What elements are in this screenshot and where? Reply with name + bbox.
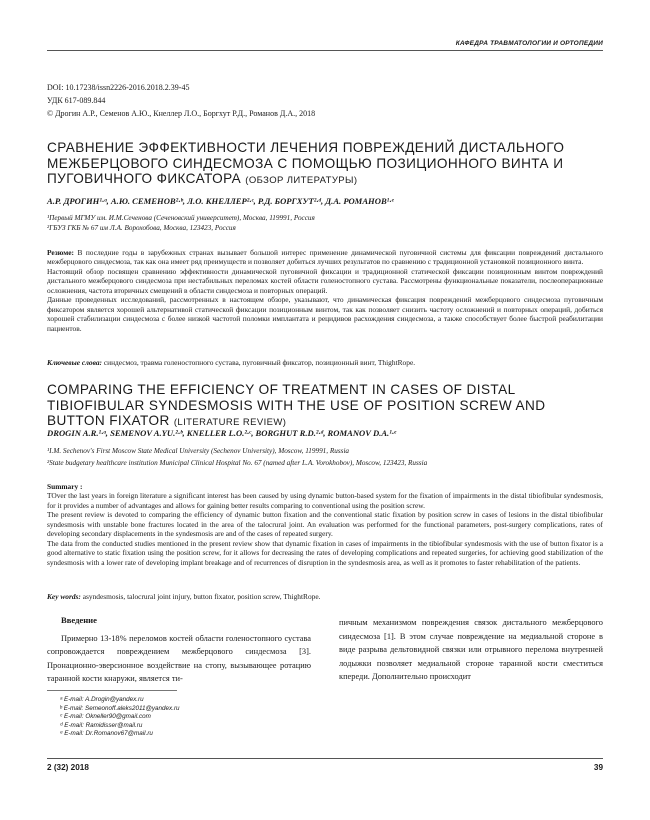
footnotes (60, 696, 180, 739)
running-header: КАФЕДРА ТРАВМАТОЛОГИИ И ОРТОПЕДИИ (455, 40, 603, 47)
summary-ru-label: Резюме: (47, 248, 74, 257)
title-ru-subtitle: (ОБЗОР ЛИТЕРАТУРЫ) (245, 175, 358, 186)
summary-ru-p3: Данные проведенных исследований, рассмотренных в настоящем обзоре, указывают, что динамическая фиксация повреждений межберцового синдесмоза пуговичным фиксатором является хорошей альтернативой статической фиксации позиционным винтом, так как позволяет снизить частоту осложнений и повторных операций, добиться хорошей стабилизации синдесмоза с более низкой частотой поломки имплантата и рецидивов расхождения синдесмоза, а также способствует более быстрой реабилитации пациентов. (47, 295, 603, 333)
doi: DOI: 10.17238/issn2226-2016.2018.2.39-45 (47, 83, 190, 92)
page-number: 39 (593, 763, 603, 772)
summary-en (47, 482, 603, 567)
summary-ru-p1: В последние годы в зарубежных странах вызывает большой интерес применение динамической пуговичной системы для фиксации повреждений дистального межберцового синдесмоза, так как она имеет ряд преимуществ и позволяет добиться лучших результатов по сравнению с традиционной установкой позиционного винта. (47, 248, 603, 267)
issue-number: 2 (32) 2018 (47, 763, 89, 772)
keywords-en (47, 592, 603, 601)
title-en-text: COMPARING THE EFFICIENCY OF TREATMENT IN CASES OF DISTAL TIBIOFIBULAR SYNDESMOSIS WITH THE USE OF POSITION SCREW AND BUTTON FIXATOR (47, 382, 546, 428)
footnote-a: ᵃ E-mail: A.Drogin@yandex.ru (60, 696, 144, 703)
footnote-d: ᵈ E-mail: Ramidisser@mail.ru (60, 721, 143, 729)
summary-ru (47, 248, 603, 333)
footnote-c: ᶜ E-mail: Okneller90@gmail.com (60, 713, 151, 721)
authors-en: DROGIN A.R.¹·ᵃ, SEMENOV A.YU.²·ᵇ, KNELLER L.O.²·ᶜ, BORGHUT R.D.²·ᵈ, ROMANOV D.A.¹·ᵉ (47, 428, 397, 438)
keywords-en-label: Key words: (47, 592, 81, 601)
keywords-ru-label: Ключевые слова: (47, 358, 102, 367)
summary-en-label: Summary : (47, 482, 83, 491)
udk: УДК 617-089.844 (47, 96, 106, 105)
article-title-en (47, 382, 603, 431)
footer-divider (47, 758, 603, 759)
keywords-ru (47, 358, 603, 367)
intro-right-text: пичным механизмом повреждения связок дистального межберцового синдесмоза [1]. В этом случае повреждение на медиальной стороне в виде разрыва дельтовидной связки или отрывного перелома внутренней лодыжки позволяет медиальной стороне таранной кости сместиться кпереди. Дополнительно происходит (339, 618, 603, 682)
header-divider (47, 50, 603, 51)
intro-left-text: Примерно 13-18% переломов костей области голеностопного сустава сопровождается повреждением межберцового синдесмоза [3]. Пронационно-эверсионное воздействие на стопу, вызывающее ротацию таранной кости кнаружи, является ти- (47, 633, 311, 684)
footnote-e: ᵉ E-mail: Dr.Romanov67@mail.ru (60, 730, 153, 738)
affiliation-ru-2: ²ГБУЗ ГКБ № 67 им Л.А. Ворохобова, Москва, 123423, Россия (47, 224, 236, 232)
keywords-en-text: asyndesmosis, talocrural joint injury, button fixator, position screw, ThightRope. (82, 592, 321, 601)
summary-en-p3: The data from the conducted studies mentioned in the present review show that dynamic fixation in cases of impairments in the tibiofibular syndesmosis with the use of button fixator is a good alternative to static fixation using the position screw, for it allows for decreasing the rates of developing complications and repeated surgeries, for achieving good stabilization of the syndesmosis with a lower rate of developing implant breakage and of recurrences of disruption in the syndesmosis area, as well as it promotes to faster rehabilitation of the patients. (47, 538, 603, 567)
summary-ru-p2: Настоящий обзор посвящен сравнению эффективности динамической пуговичной фиксации и традиционной статической фиксации позиционным винтом повреждений дистального межберцового синдесмоза при нестабильных переломах костей области голеностопного сустава. Рассмотрены функциональные показатели, послеоперационные осложнения, частота вторичных смещений в области синдесмоза и повторных операций. (47, 266, 603, 295)
intro-left-column (47, 614, 311, 686)
footnote-b: ᵇ E-mail: Semeonoff.aleks2011@yandex.ru (60, 704, 180, 712)
summary-en-p1: TOver the last years in foreign literature a significant interest has been caused by using dynamic button-based system for the fixation of impairments in the distal tibiofibular syndesmosis, for it provides a number of advantages and allows for gaining better results comparing to conventional using the position screw. (47, 491, 603, 510)
affiliation-ru-1: ¹Первый МГМУ им. И.М.Сеченова (Сеченовский университет), Москва, 119991, Россия (47, 214, 315, 222)
title-en-subtitle: (LITERATURE REVIEW) (173, 417, 287, 428)
affiliation-en-1: ¹I.M. Sechenov's First Moscow State Medical University (Sechenov University), Moscow, 119991, Russia (47, 447, 350, 455)
affiliation-en-2: ²State budgetary healthcare institution Municipal Clinical Hospital No. 67 (named after L.A. Vorokhobov), Moscow, 123423, Russia (47, 459, 428, 467)
summary-en-p2: The present review is devoted to comparing the efficiency of dynamic button fixation and the conventional static fixation by position screw in cases of lesions in the distal tibiofibular syndesmosis with unstable bone fractures located in the area of the talocrural joint. An evaluation was performed for the functional parameters, post-surgery complications, rates of developing secondary displacements in the syndesmosis are and of the cases of repeated surgery. (47, 510, 603, 539)
intro-heading: Введение (61, 615, 97, 625)
authors-ru: А.Р. ДРОГИН¹·ᵃ, А.Ю. СЕМЕНОВ²·ᵇ, Л.О. КНЕЛЛЕР²·ᶜ, Р.Д. БОРГХУТ²·ᵈ, Д.А. РОМАНОВ¹·ᵉ (47, 196, 394, 206)
copyright: © Дрогин А.Р., Семенов А.Ю., Кнеллер Л.О., Боргхут Р.Д., Романов Д.А., 2018 (47, 109, 316, 118)
article-title-ru (47, 140, 603, 189)
intro-right-column (339, 616, 603, 684)
keywords-ru-text: синдесмоз, травма голеностопного сустава, пуговичный фиксатор, позиционный винт, ThightRope. (103, 358, 416, 367)
title-ru-text: СРАВНЕНИЕ ЭФФЕКТИВНОСТИ ЛЕЧЕНИЯ ПОВРЕЖДЕНИЙ ДИСТАЛЬНОГО МЕЖБЕРЦОВОГО СИНДЕСМОЗА С ПОМОЩЬЮ ПОЗИЦИОННОГО ВИНТА И ПУГОВИЧНОГО ФИКСАТОРА (47, 140, 565, 186)
footnote-divider (47, 690, 177, 691)
